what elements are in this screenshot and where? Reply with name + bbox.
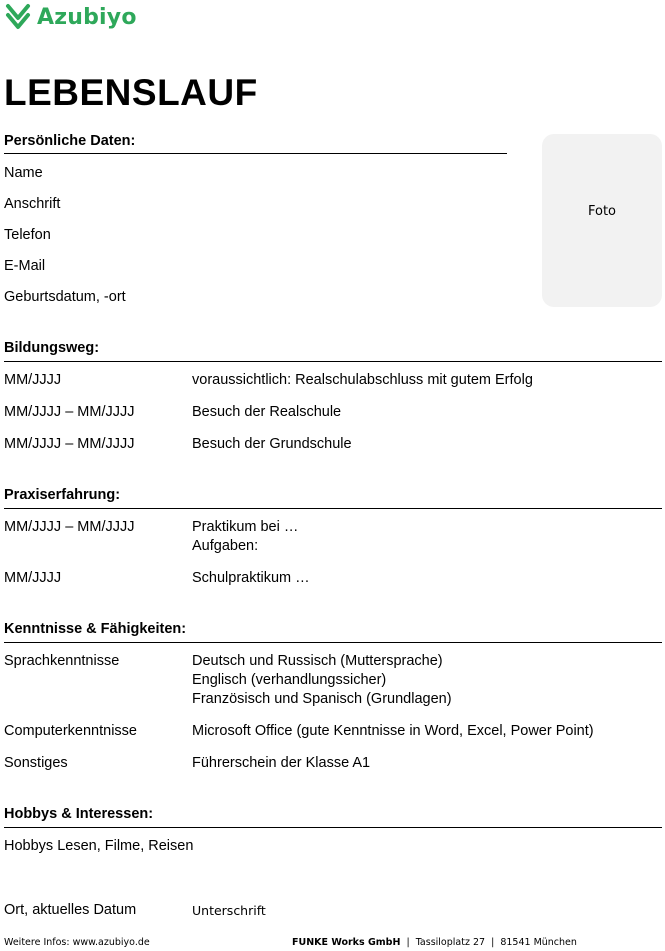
footer-info: Weitere Infos: www.azubiyo.de xyxy=(4,937,150,948)
section-heading-personal: Persönliche Daten: xyxy=(4,133,136,149)
footer-separator: | xyxy=(485,937,501,948)
field-phone: Telefon xyxy=(4,227,51,243)
section-divider xyxy=(4,508,662,509)
skills-language-label: Sprachkenntnisse xyxy=(4,653,120,669)
practice-desc: Praktikum bei … xyxy=(192,519,299,535)
footer-company: FUNKE Works GmbH xyxy=(292,937,401,948)
photo-label: Foto xyxy=(587,204,617,219)
field-name: Name xyxy=(4,165,43,181)
field-birth: Geburtsdatum, -ort xyxy=(4,289,126,305)
signature-label: Unterschrift xyxy=(192,903,266,918)
practice-date: MM/JJJJ – MM/JJJJ xyxy=(4,519,135,535)
practice-desc: Schulpraktikum … xyxy=(192,570,310,586)
education-date: MM/JJJJ – MM/JJJJ xyxy=(4,436,135,452)
skills-computer-value: Microsoft Office (gute Kenntnisse in Word, Excel, Power Point) xyxy=(192,723,594,739)
education-date: MM/JJJJ xyxy=(4,372,62,388)
hobbies-text: Hobbys Lesen, Filme, Reisen xyxy=(4,838,194,854)
footer-city: 81541 München xyxy=(500,937,577,948)
practice-tasks: Aufgaben: xyxy=(192,538,259,554)
photo-placeholder xyxy=(542,134,662,307)
section-divider xyxy=(4,361,662,362)
footer-address xyxy=(292,937,577,948)
practice-date: MM/JJJJ xyxy=(4,570,62,586)
education-desc: voraussichtlich: Realschulabschluss mit gutem Erfolg xyxy=(192,372,533,388)
skills-language-line: Französisch und Spanisch (Grundlagen) xyxy=(192,691,452,707)
education-desc: Besuch der Grundschule xyxy=(192,436,352,452)
section-heading-hobbies: Hobbys & Interessen: xyxy=(4,806,154,822)
field-email: E-Mail xyxy=(4,258,46,274)
azubiyo-logo-icon xyxy=(5,2,31,32)
skills-language-line: Englisch (verhandlungssicher) xyxy=(192,672,387,688)
footer-street: Tassiloplatz 27 xyxy=(415,937,486,948)
education-desc: Besuch der Realschule xyxy=(192,404,342,420)
section-divider xyxy=(4,827,662,828)
skills-other-label: Sonstiges xyxy=(4,755,68,771)
section-heading-skills: Kenntnisse & Fähigkeiten: xyxy=(4,621,187,637)
skills-language-line: Deutsch und Russisch (Muttersprache) xyxy=(192,653,443,669)
logo-wordmark: Azubiyo xyxy=(37,4,137,30)
education-date: MM/JJJJ – MM/JJJJ xyxy=(4,404,135,420)
footer-separator: | xyxy=(400,937,416,948)
page-title: LEBENSLAUF xyxy=(4,72,258,113)
field-address: Anschrift xyxy=(4,196,61,212)
skills-other-value: Führerschein der Klasse A1 xyxy=(192,755,371,771)
place-date: Ort, aktuelles Datum xyxy=(4,902,137,918)
section-heading-practice: Praxiserfahrung: xyxy=(4,487,121,503)
section-heading-education: Bildungsweg: xyxy=(4,340,100,356)
section-divider xyxy=(4,642,662,643)
section-divider xyxy=(4,153,507,154)
skills-computer-label: Computerkenntnisse xyxy=(4,723,137,739)
azubiyo-logo xyxy=(5,2,137,32)
